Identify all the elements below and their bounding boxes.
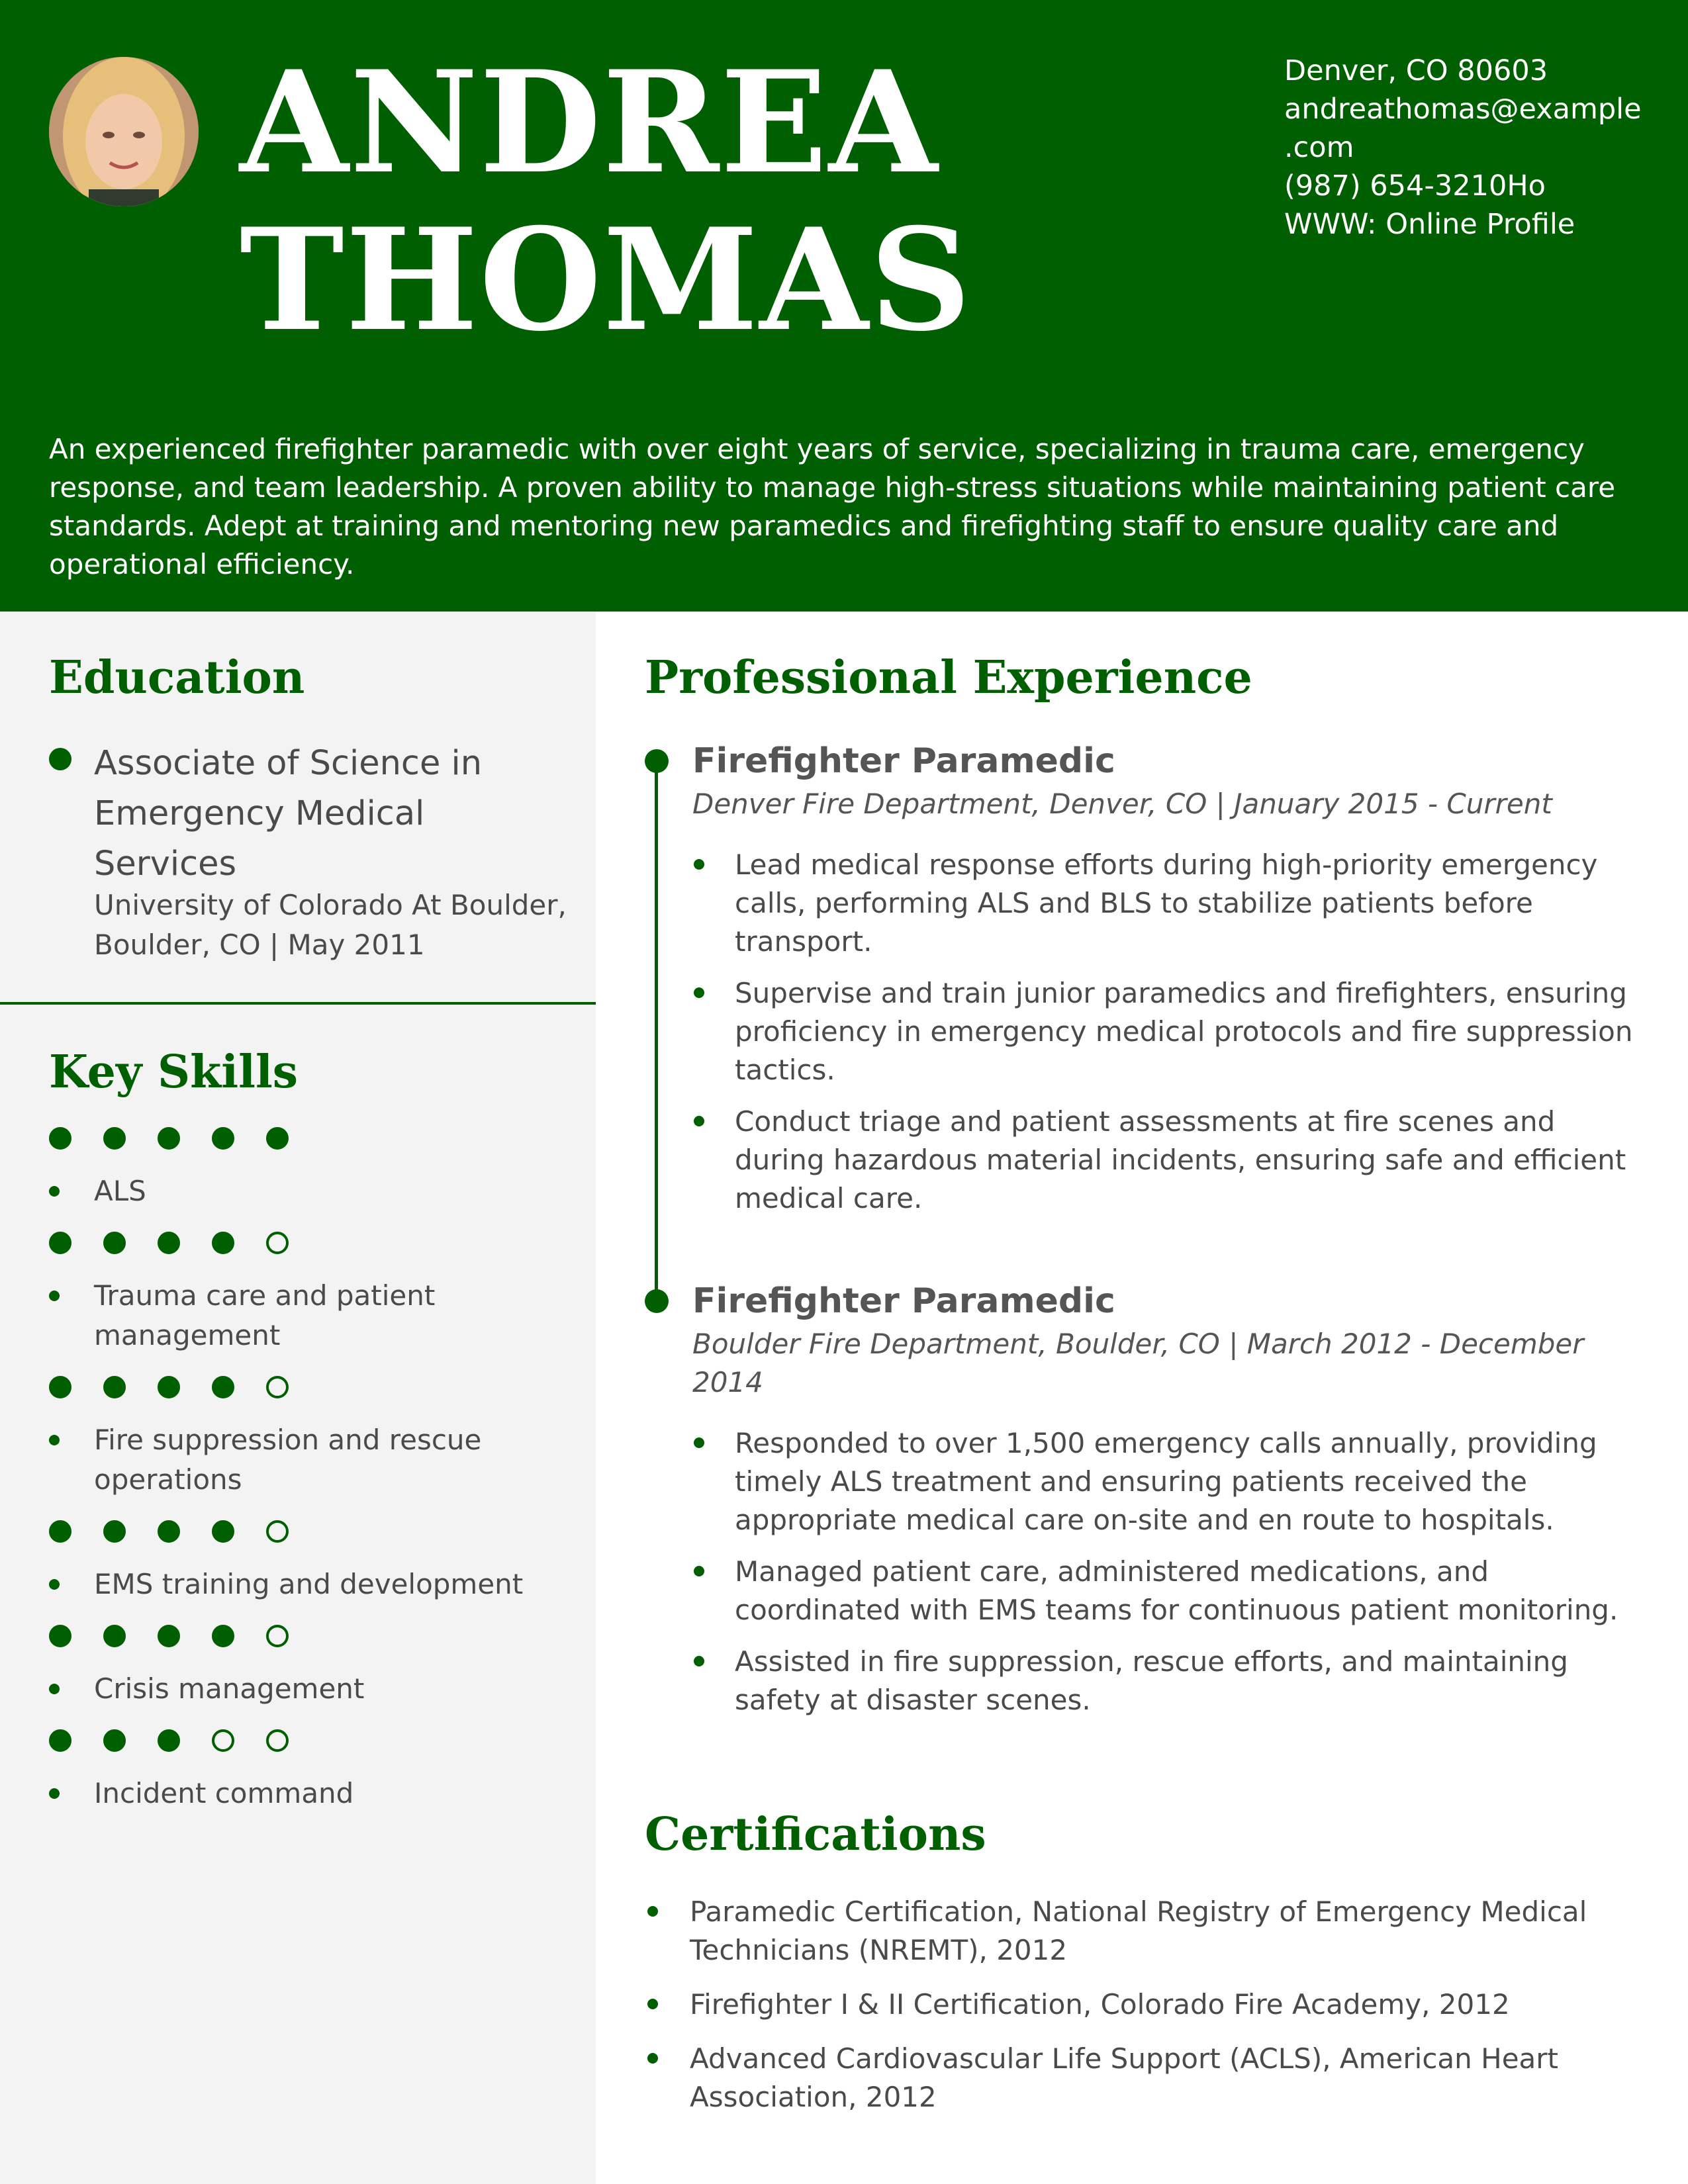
skill-label-row: [49, 1420, 579, 1500]
bullet-dot: [647, 1999, 658, 2009]
skill-label: Crisis management: [94, 1672, 365, 1705]
bullet-dot: [647, 2053, 658, 2064]
skill-rating: [49, 1616, 579, 1656]
rating-dot-filled: [49, 1625, 71, 1647]
skill-rating: [49, 1118, 579, 1158]
bullet-text: Responded to over 1,500 emergency calls annually, providing timely ALS treatment and ensuring patients received the appropriate medical care on-site and en route to hospitals.: [735, 1427, 1597, 1536]
job-bullet: [692, 1643, 1638, 1719]
timeline-dot: [645, 749, 669, 773]
job-bullet: [692, 1424, 1638, 1539]
job-entry: [645, 740, 1638, 1231]
rating-dot-filled: [212, 1520, 234, 1543]
skill-rating: [49, 1512, 579, 1551]
summary: An experienced firefighter paramedic with over eight years of service, specializing in trauma care, emergency response, and team leadership. A proven ability to manage high-stress situations while maintaining patient care standards. Adept at training and mentoring new paramedics and firefighting staff to ensure quality care and operational efficiency.: [49, 433, 1616, 580]
skills-title: Key Skills: [49, 1046, 299, 1099]
rating-dot-filled: [212, 1625, 234, 1647]
certification-text: Firefighter I & II Certification, Colorado Fire Academy, 2012: [690, 1988, 1510, 2021]
job-entry: [645, 1280, 1638, 1733]
bullet-dot: [49, 1579, 60, 1590]
rating-dot-filled: [103, 1376, 126, 1398]
rating-dot-filled: [158, 1729, 180, 1752]
certification-text: Paramedic Certification, National Registry of Emergency Medical Technicians (NREMT), 2012: [690, 1895, 1587, 1966]
sidebar-divider: [0, 1002, 596, 1005]
bullet-dot: [49, 1435, 60, 1445]
profile-photo: [49, 57, 199, 206]
job-meta: Denver Fire Department, Denver, CO | January 2015 - Current: [692, 788, 1552, 820]
certifications-title: Certifications: [645, 1808, 986, 1861]
skill-label-row: [49, 1669, 579, 1709]
rating-dot-filled: [212, 1127, 234, 1150]
skill-rating: [49, 1223, 579, 1263]
rating-dot-filled: [49, 1729, 71, 1752]
last-name: THOMAS: [240, 197, 972, 362]
rating-dot-filled: [158, 1127, 180, 1150]
education-bullet: [49, 748, 71, 770]
certifications-list: [645, 1893, 1638, 2132]
bullet-dot: [694, 987, 704, 998]
rating-dot-filled: [103, 1232, 126, 1254]
education-degree: Associate of Science in Emergency Medical Services: [94, 744, 483, 884]
skill-item: [49, 1721, 579, 1813]
job-title: Firefighter Paramedic: [692, 741, 1115, 781]
email-line-1[interactable]: andreathomas@example: [1284, 93, 1642, 126]
rating-dot-filled: [103, 1625, 126, 1647]
rating-dot-filled: [103, 1520, 126, 1543]
skill-item: [49, 1118, 579, 1211]
rating-dot-filled: [158, 1376, 180, 1398]
bullet-text: Managed patient care, administered medications, and coordinated with EMS teams for continuous patient monitoring.: [735, 1555, 1618, 1626]
rating-dot-filled: [212, 1232, 234, 1254]
rating-dot-filled: [103, 1127, 126, 1150]
phone: (987) 654-3210Ho: [1284, 169, 1546, 203]
certification-item: [645, 1893, 1638, 1970]
rating-dot-filled: [158, 1625, 180, 1647]
bullet-dot: [694, 1437, 704, 1448]
skill-label-row: [49, 1774, 579, 1813]
job-bullet: [692, 1103, 1638, 1218]
avatar: [49, 57, 199, 206]
skill-item: [49, 1616, 579, 1709]
bullet-text: Conduct triage and patient assessments at fire scenes and during hazardous material incidents, ensuring safe and efficient medical care.: [735, 1105, 1626, 1214]
website-link[interactable]: WWW: Online Profile: [1284, 208, 1575, 241]
skill-rating: [49, 1367, 579, 1407]
rating-dot-filled: [49, 1520, 71, 1543]
candidate-name: [240, 40, 1166, 362]
bullet-dot: [694, 1116, 704, 1126]
rating-dot-filled: [158, 1520, 180, 1543]
bullet-dot: [49, 1291, 60, 1301]
email-line-2[interactable]: .com: [1284, 131, 1354, 164]
skill-label: Incident command: [94, 1777, 354, 1809]
rating-dot-empty: [266, 1232, 289, 1254]
bullet-text: Assisted in fire suppression, rescue efforts, and maintaining safety at disaster scenes.: [735, 1645, 1568, 1716]
bullet-dot: [647, 1906, 658, 1917]
rating-dot-filled: [49, 1376, 71, 1398]
skill-item: [49, 1223, 579, 1355]
skill-label-row: [49, 1171, 579, 1211]
rating-dot-filled: [103, 1729, 126, 1752]
rating-dot-empty: [266, 1625, 289, 1647]
bullet-dot: [694, 1656, 704, 1666]
job-title: Firefighter Paramedic: [692, 1281, 1115, 1321]
bullet-dot: [49, 1788, 60, 1799]
certification-item: [645, 1985, 1638, 2024]
bullet-dot: [694, 1566, 704, 1576]
job-meta: Boulder Fire Department, Boulder, CO | March 2012 - December 2014: [692, 1328, 1584, 1398]
rating-dot-filled: [49, 1232, 71, 1254]
first-name: ANDREA: [240, 40, 939, 205]
certification-item: [645, 2040, 1638, 2116]
rating-dot-filled: [212, 1376, 234, 1398]
rating-dot-filled: [158, 1232, 180, 1254]
resume-header: [0, 0, 1688, 612]
certification-text: Advanced Cardiovascular Life Support (ACLS), American Heart Association, 2012: [690, 2042, 1559, 2113]
rating-dot-empty: [266, 1729, 289, 1752]
contact-info: [1284, 52, 1655, 244]
skill-label-row: [49, 1565, 579, 1604]
job-bullet: [692, 846, 1638, 961]
skill-label: EMS training and development: [94, 1568, 524, 1600]
skill-label-row: [49, 1276, 579, 1355]
rating-dot-empty: [266, 1376, 289, 1398]
skill-item: [49, 1367, 579, 1500]
timeline-dot: [645, 1289, 669, 1313]
bullet-dot: [694, 859, 704, 870]
rating-dot-filled: [49, 1127, 71, 1150]
bullet-text: Lead medical response efforts during high-priority emergency calls, performing ALS and BLS to stabilize patients before transport.: [735, 848, 1598, 958]
bullet-text: Supervise and train junior paramedics and firefighters, ensuring proficiency in emergency medical protocols and fire suppression tactics.: [735, 977, 1633, 1086]
skill-label: Fire suppression and rescue operations: [94, 1424, 482, 1496]
skill-item: [49, 1512, 579, 1604]
rating-dot-empty: [212, 1729, 234, 1752]
rating-dot-filled: [266, 1127, 289, 1150]
bullet-dot: [49, 1186, 60, 1197]
experience-title: Professional Experience: [645, 651, 1252, 704]
bullet-dot: [49, 1684, 60, 1694]
skills-list: [49, 1118, 579, 1825]
rating-dot-empty: [266, 1520, 289, 1543]
job-bullet: [692, 1553, 1638, 1629]
address: Denver, CO 80603: [1284, 54, 1548, 87]
skill-label: ALS: [94, 1175, 146, 1207]
skill-rating: [49, 1721, 579, 1760]
education-title: Education: [49, 651, 305, 704]
skill-label: Trauma care and patient management: [94, 1279, 436, 1351]
job-bullet: [692, 974, 1638, 1089]
education-school: University of Colorado At Boulder, Boulder, CO | May 2011: [94, 889, 567, 961]
